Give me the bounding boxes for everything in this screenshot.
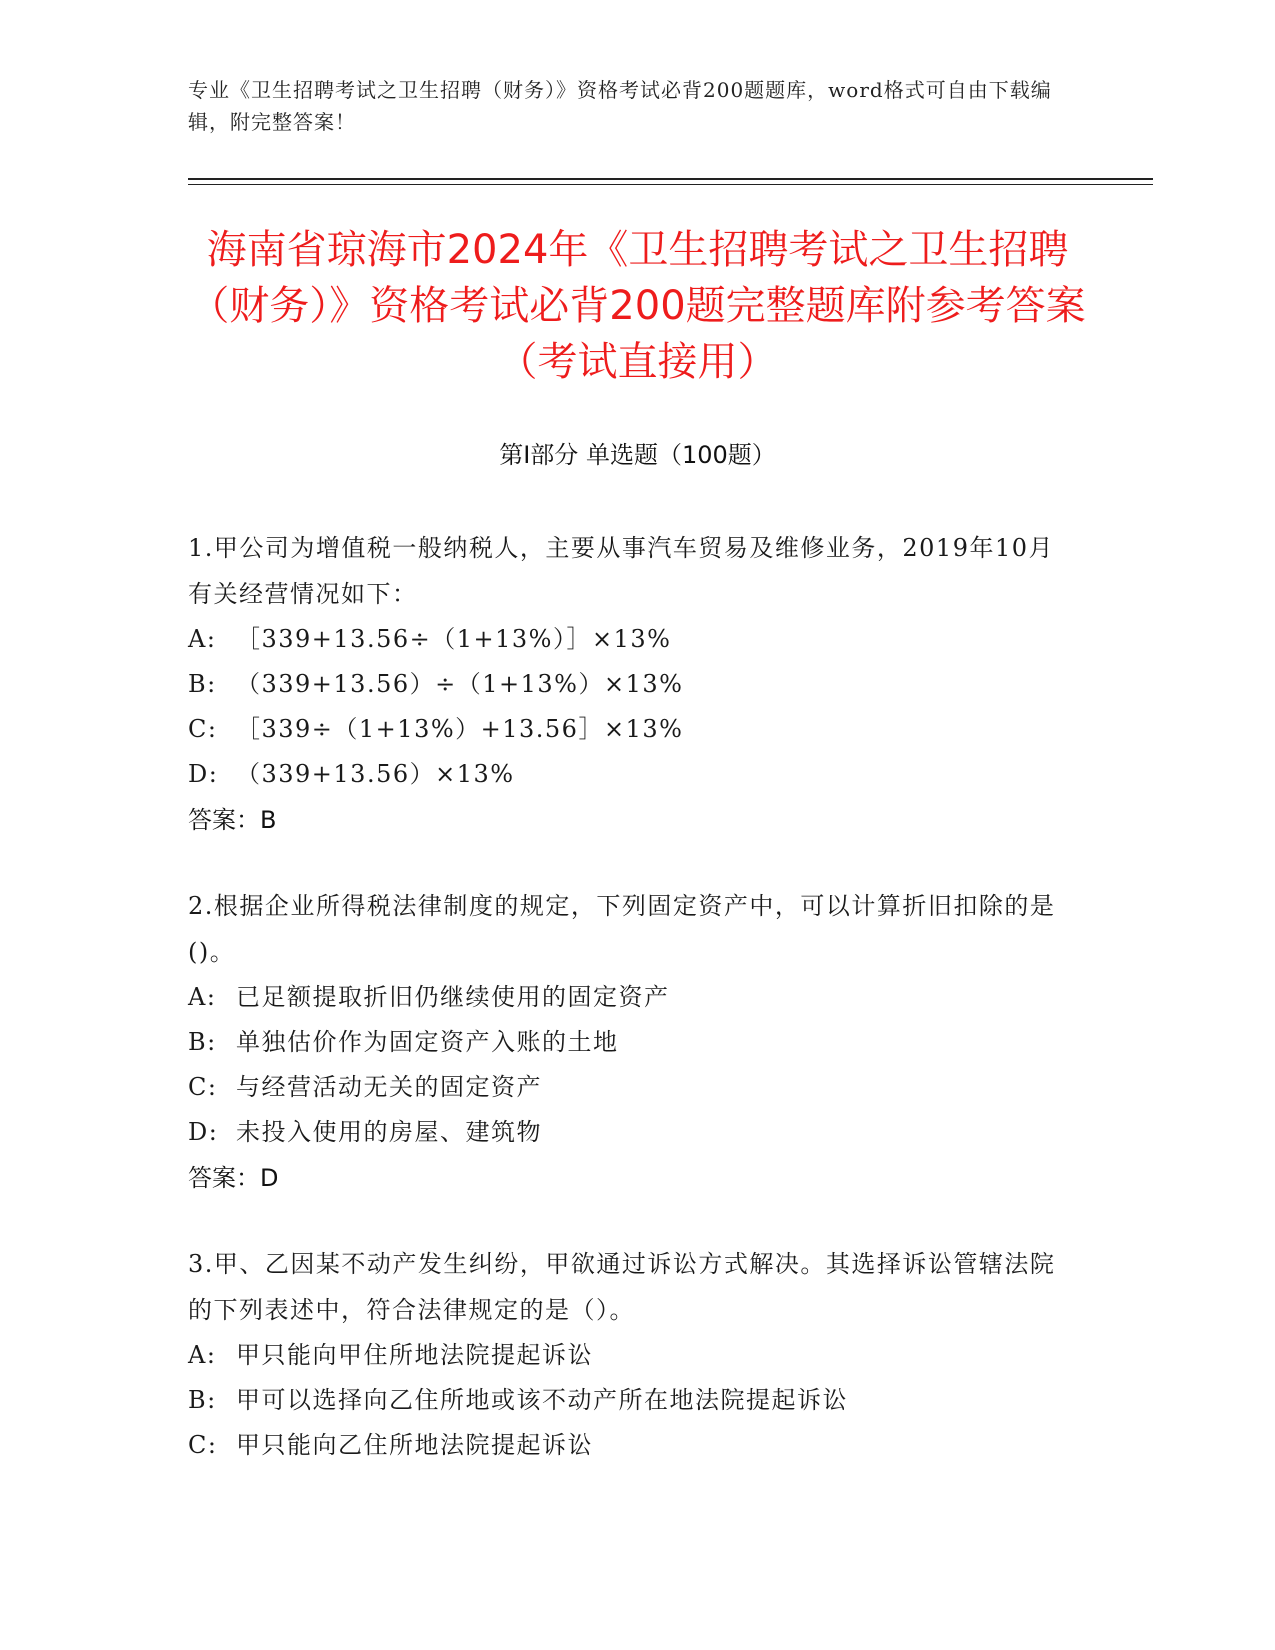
option-b [188, 1378, 1068, 1423]
question-stem: 3.甲、乙因某不动产发生纠纷，甲欲通过诉讼方式解决。其选择诉讼管辖法院的下列表述中，符合法律规定的是（）。 [188, 1250, 1056, 1324]
option-letter: B: [188, 1028, 217, 1056]
question-1 [188, 525, 1068, 843]
option-b [188, 662, 1068, 707]
option-letter: B: [188, 670, 217, 698]
option-c [188, 1065, 1068, 1110]
option-letter: A: [188, 1341, 217, 1369]
option-letter: D: [188, 760, 219, 788]
question-2 [188, 883, 1068, 1201]
question-answer: 答案：D [188, 1164, 279, 1192]
option-letter: B: [188, 1386, 217, 1414]
option-a [188, 1333, 1068, 1378]
option-text: ［339÷（1+13%）+13.56］×13% [236, 715, 684, 743]
option-text: ［339+13.56÷（1+13%）］×13% [236, 625, 672, 653]
option-text: 与经营活动无关的固定资产 [236, 1073, 542, 1101]
option-text: （339+13.56）×13% [236, 760, 515, 788]
option-a [188, 617, 1068, 662]
option-c [188, 707, 1068, 752]
header-rule-thin [188, 184, 1153, 185]
option-text: （339+13.56）÷（1+13%）×13% [236, 670, 684, 698]
header-rule-thick [188, 178, 1153, 180]
option-text: 单独估价作为固定资产入账的土地 [236, 1028, 619, 1056]
document-title: 海南省琼海市2024年《卫生招聘考试之卫生招聘（财务）》资格考试必背200题完整题库附参考答案（考试直接用） [189, 227, 1086, 385]
option-a [188, 975, 1068, 1020]
option-letter: C: [188, 1431, 218, 1459]
question-stem: 1.甲公司为增值税一般纳税人，主要从事汽车贸易及维修业务，2019年10月有关经营情况如下： [188, 534, 1055, 608]
option-text: 未投入使用的房屋、建筑物 [236, 1118, 542, 1146]
option-letter: A: [188, 625, 217, 653]
option-letter: D: [188, 1118, 219, 1146]
question-answer: 答案：B [188, 806, 277, 834]
section-heading: 第Ⅰ部分 单选题（100题） [499, 441, 776, 469]
option-letter: A: [188, 983, 217, 1011]
option-text: 甲只能向乙住所地法院提起诉讼 [236, 1431, 593, 1459]
question-list [188, 525, 1068, 1508]
question-3 [188, 1241, 1068, 1468]
option-c [188, 1423, 1068, 1468]
header-note: 专业《卫生招聘考试之卫生招聘（财务）》资格考试必背200题题库，word格式可自由下载编辑，附完整答案！ [188, 78, 1052, 134]
option-letter: C: [188, 1073, 218, 1101]
option-d [188, 1110, 1068, 1155]
option-text: 甲只能向甲住所地法院提起诉讼 [236, 1341, 593, 1369]
option-letter: C: [188, 715, 218, 743]
option-b [188, 1020, 1068, 1065]
option-d [188, 752, 1068, 797]
question-stem: 2.根据企业所得税法律制度的规定，下列固定资产中，可以计算折旧扣除的是()。 [188, 892, 1056, 966]
option-text: 已足额提取折旧仍继续使用的固定资产 [236, 983, 670, 1011]
option-text: 甲可以选择向乙住所地或该不动产所在地法院提起诉讼 [236, 1386, 848, 1414]
